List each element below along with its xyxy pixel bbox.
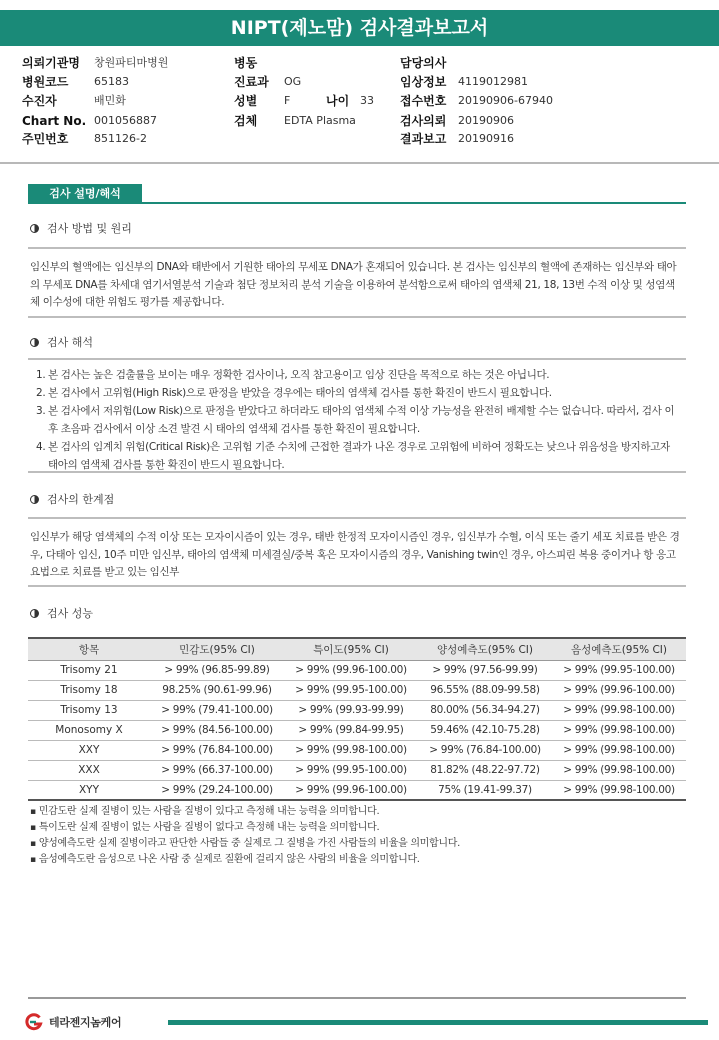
half-circle-icon [30, 495, 39, 504]
table-row [28, 720, 686, 740]
table-cell: > 99% (99.93-99.99) [284, 700, 418, 720]
table-row [28, 680, 686, 700]
table-cell: Trisomy 13 [28, 700, 150, 720]
list-item: 2. 본 검사에서 고위험(High Risk)으로 판정을 받았을 경우에는 태아의 염색체 검사를 통한 확진이 반드시 필요합니다. [36, 387, 552, 399]
table-cell: > 99% (96.85-99.89) [150, 660, 284, 680]
accession-label: 접수번호 [400, 94, 447, 108]
logo-icon [24, 1013, 44, 1031]
table-cell: > 99% (79.41-100.00) [150, 700, 284, 720]
report-date-value: 20190916 [458, 132, 514, 145]
column-header: 항목 [28, 638, 150, 660]
half-circle-icon [30, 338, 39, 347]
column-header: 민감도(95% CI) [150, 638, 284, 660]
table-cell: 80.00% (56.34-94.27) [418, 700, 552, 720]
report-title: NIPT(제노맘) 검사결과보고서 [0, 10, 719, 46]
sex-label: 성별 [234, 94, 258, 108]
chart-no-value: 001056887 [94, 114, 157, 127]
hospital-code-value: 65183 [94, 75, 129, 88]
table-cell: > 99% (99.95-100.00) [552, 660, 686, 680]
request-date-value: 20190906 [458, 114, 514, 127]
method-title: 검사 방법 및 원리 [47, 222, 132, 235]
chart-no-label: Chart No. [22, 114, 87, 128]
table-cell: > 99% (76.84-100.00) [150, 740, 284, 760]
notes-list [30, 804, 460, 868]
company-logo [24, 1013, 121, 1031]
table-cell: > 99% (66.37-100.00) [150, 760, 284, 780]
performance-table [28, 637, 686, 801]
table-cell: > 99% (29.24-100.00) [150, 780, 284, 800]
half-circle-icon [30, 609, 39, 618]
column-header: 음성예측도(95% CI) [552, 638, 686, 660]
table-header-row [28, 638, 686, 660]
column-header: 특이도(95% CI) [284, 638, 418, 660]
clinical-info-label: 임상정보 [400, 75, 447, 89]
resident-id-value: 851126-2 [94, 132, 147, 145]
recipient-label: 수진자 [22, 94, 57, 108]
resident-id-label: 주민번호 [22, 132, 69, 146]
interpretation-list [28, 358, 686, 473]
table-cell: 96.55% (88.09-99.58) [418, 680, 552, 700]
limitation-box [28, 517, 686, 587]
table-cell: 75% (19.41-99.37) [418, 780, 552, 800]
institution-value: 창원파티마병원 [94, 56, 169, 69]
doctor-label: 담당의사 [400, 56, 447, 70]
column-header: 양성예측도(95% CI) [418, 638, 552, 660]
table-cell: > 99% (99.96-100.00) [552, 680, 686, 700]
half-circle-icon [30, 224, 39, 233]
table-cell: XYY [28, 780, 150, 800]
list-item: 1. 본 검사는 높은 검출률을 보이는 매우 정확한 검사이나, 오직 참고용이고 임상 진단을 목적으로 하는 것은 아닙니다. [36, 369, 550, 381]
recipient-value: 배민화 [94, 94, 126, 107]
interpretation-heading [30, 335, 93, 351]
note-item: ▪ 음성예측도란 음성으로 나온 사람 중 실제로 질환에 걸리지 않은 사람의 비율을 의미합니다. [30, 852, 460, 868]
method-heading [30, 221, 132, 237]
table-row [28, 660, 686, 680]
method-box [28, 247, 686, 318]
limitation-heading [30, 492, 114, 508]
report-date-label: 결과보고 [400, 132, 447, 146]
table-cell: 81.82% (48.22-97.72) [418, 760, 552, 780]
clinical-info-value: 4119012981 [458, 75, 528, 88]
table-cell: > 99% (84.56-100.00) [150, 720, 284, 740]
table-cell: > 99% (97.56-99.99) [418, 660, 552, 680]
age-value: 33 [360, 94, 374, 107]
section-tab: 검사 설명/해석 [28, 184, 142, 203]
specimen-label: 검체 [234, 114, 258, 128]
note-item: ▪ 양성예측도란 실제 질병이라고 판단한 사람들 중 실제로 그 질병을 가진 사람들의 비율을 의미합니다. [30, 836, 460, 852]
table-row [28, 780, 686, 800]
hospital-code-label: 병원코드 [22, 75, 69, 89]
table-cell: > 99% (99.98-100.00) [552, 720, 686, 740]
table-cell: 59.46% (42.10-75.28) [418, 720, 552, 740]
header-divider [0, 162, 719, 164]
table-cell: Trisomy 18 [28, 680, 150, 700]
note-item: ▪ 민감도란 실제 질병이 있는 사람을 질병이 있다고 측정해 내는 능력을 의미합니다. [30, 804, 460, 820]
specimen-value: EDTA Plasma [284, 114, 356, 127]
table-cell: > 99% (99.95-100.00) [284, 760, 418, 780]
table-cell: > 99% (99.96-100.00) [284, 660, 418, 680]
patient-info-block [22, 54, 712, 154]
department-value: OG [284, 75, 302, 88]
logo-text: 테라젠지놈케어 [49, 1016, 122, 1029]
table-cell: > 99% (76.84-100.00) [418, 740, 552, 760]
sex-value: F [284, 94, 291, 107]
ward-label: 병동 [234, 56, 258, 70]
table-cell: > 99% (99.98-100.00) [552, 700, 686, 720]
limitation-text: 임신부가 해당 염색체의 수적 이상 또는 모자이시즘이 있는 경우, 태반 한정적 모자이시즘인 경우, 임신부가 수혈, 이식 또는 줄기 세포 치료를 받은 경우, 다태아 임신, 10주 미만 임신부, 태아의 염색체 미세결실/중복 혹은 모자이시즘의 경우, Vanishing twin인 경우, 아스피린 복용 중이거나 항 응고 요법으로 치료를 받고 있는 임신부 [30, 531, 680, 578]
list-item: 3. 본 검사에서 저위험(Low Risk)으로 판정을 받았다고 하더라도 태아의 염색체 수적 이상 가능성을 완전히 배제할 수는 없습니다. 따라서, 검사 이후 초음파 검사에서 이상 소견 발견 시 태아의 염색체 검사를 통한 확진이 필요합니다. [36, 405, 675, 435]
table-cell: > 99% (99.95-100.00) [284, 680, 418, 700]
department-label: 진료과 [234, 75, 269, 89]
age-label: 나이 [326, 94, 350, 108]
interpretation-title: 검사 해석 [47, 336, 94, 349]
table-row [28, 760, 686, 780]
table-row [28, 740, 686, 760]
table-cell: > 99% (99.84-99.95) [284, 720, 418, 740]
table-cell: > 99% (99.98-100.00) [284, 740, 418, 760]
table-cell: XXY [28, 740, 150, 760]
method-text: 임신부의 혈액에는 임신부의 DNA와 태반에서 기원한 태아의 무세포 DNA가 혼재되어 있습니다. 본 검사는 임신부의 혈액에 존재하는 임신부와 태아의 무세포 DNA를 차세대 염기서열분석 기술과 첨단 정보처리 분석 기술을 이용하여 분석함으로써 태아의 염색체 21, 18, 13번 수적 이상 및 성염색체 이수성에 대한 위험도 평가를 제공합니다. [30, 261, 677, 308]
note-item: ▪ 특이도란 실제 질병이 없는 사람을 질병이 없다고 측정해 내는 능력을 의미합니다. [30, 820, 460, 836]
request-date-label: 검사의뢰 [400, 114, 447, 128]
table-cell: 98.25% (90.61-99.96) [150, 680, 284, 700]
limitation-title: 검사의 한계점 [47, 493, 115, 506]
performance-heading [30, 606, 93, 622]
footer-divider [28, 997, 686, 999]
table-cell: XXX [28, 760, 150, 780]
performance-title: 검사 성능 [47, 607, 94, 620]
table-cell: > 99% (99.98-100.00) [552, 780, 686, 800]
table-cell: > 99% (99.98-100.00) [552, 760, 686, 780]
table-row [28, 700, 686, 720]
list-item: 4. 본 검사의 임계치 위험(Critical Risk)은 고위험 기준 수치에 근접한 결과가 나온 경우로 고위험에 비하여 정확도는 낮으나 위음성을 방지하고자 태아의 염색체 검사를 통한 확진이 반드시 필요합니다. [36, 441, 670, 471]
institution-label: 의뢰기관명 [22, 56, 80, 70]
table-cell: > 99% (99.98-100.00) [552, 740, 686, 760]
footer-accent-bar [168, 1020, 708, 1025]
table-cell: > 99% (99.96-100.00) [284, 780, 418, 800]
table-cell: Monosomy X [28, 720, 150, 740]
section-divider [28, 202, 686, 204]
accession-value: 20190906-67940 [458, 94, 553, 107]
table-cell: Trisomy 21 [28, 660, 150, 680]
